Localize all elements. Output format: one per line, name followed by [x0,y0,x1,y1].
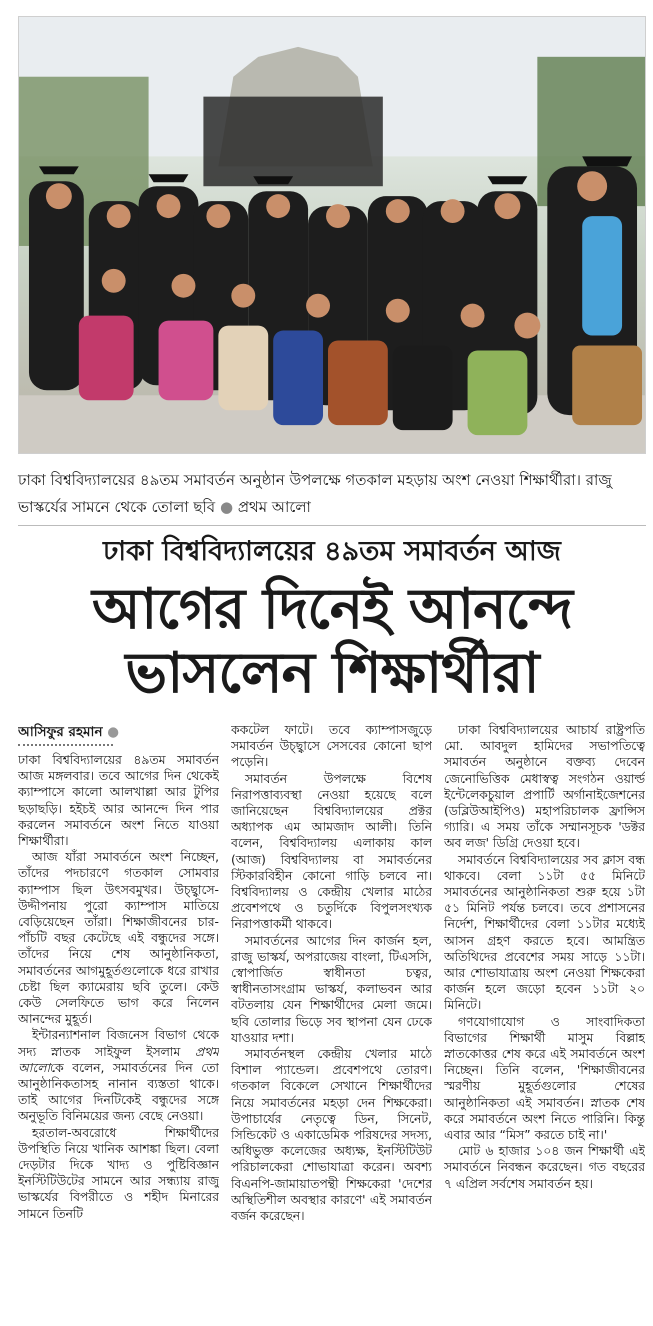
paragraph [18,1027,219,1124]
paragraph: হরতাল-অবরোধে শিক্ষার্থীদের উপস্থিতি নিয়ে খানিক আশঙ্কা ছিল। বেলা দেড়টার দিকে খাদ্য ও পুষ্টিবিজ্ঞান ইনস্টিটিউটের সামনে আর সন্ধ্যায় রাজু ভাস্কর্যের বিপরীতে ও শহীদ মিনারের সামনে তিনটি [18,1125,219,1221]
photo-caption [18,467,646,521]
caption-credit: প্রথম আলো [237,498,311,516]
paragraph: সমাবর্তনে বিশ্ববিদ্যালয়ের সব ক্লাস বন্ধ থাকবে। বেলা ১১টা ৫৫ মিনিটে সমাবর্তনের আনুষ্ঠানিকতা শুরু হয়ে ১টা ৫১ মিনিট পর্যন্ত চলবে। তবে প্রশাসনের নির্দেশ, শিক্ষার্থীদের বেলা ১১টার মধ্যেই আসন গ্রহণ করতে হবে। আমন্ত্রিত অতিথিদের প্রবেশের সময় সাড়ে ১১টা। আর শোভাযাত্রায় অংশ নেওয়া শিক্ষকেরা কার্জন হলে জড়ো হবেন ১১টা ২০ মিনিটে। [444,852,645,1013]
bullet-icon: ● [219,498,238,516]
column-3 [444,722,645,1322]
column-2 [231,722,432,1322]
caption-text: ঢাকা বিশ্ববিদ্যালয়ের ৪৯তম সমাবর্তন অনুষ্ঠান উপলক্ষে গতকাল মহড়ায় অংশ নেওয়া শিক্ষার্থীরা। রাজু ভাস্কর্যের সামনে থেকে তোলা ছবি [18,471,612,516]
paragraph: ঢাকা বিশ্ববিদ্যালয়ের আচার্য রাষ্ট্রপতি মো. আবদুল হামিদের সভাপতিত্বে সমাবর্তন অনুষ্ঠানে বক্তব্য দেবেন জেনোভিত্তিক মেধাস্বত্ব সংগঠন ওয়ার্ল্ড ইন্টেলেকচুয়াল প্রপার্টি অর্গানাইজেশনের (ডব্লিউআইপিও) মহাপরিচালক ফ্রান্সিস গ্যারি। এ সময় তাঁকে সম্মানসূচক 'ডক্টর অব লজ' ডিগ্রি দেওয়া হবে। [444,723,645,851]
paragraph: সমাবর্তনস্থল কেন্দ্রীয় খেলার মাঠে বিশাল প্যান্ডেল। প্রবেশপথে তোরণ। গতকাল বিকেলে সেখানে শিক্ষার্থীদের নিয়ে সমাবর্তনের মহড়া দেন শিক্ষকেরা। উপাচার্যের নেতৃত্বে ডিন, সিনেট, সিন্ডিকেট ও একাডেমিক পরিষদের সদস্য, অধিভুক্ত কলেজের অধ্যক্ষ, ইনস্টিটিউট পরিচালকেরা শোভাযাত্রা করেন। অবশ্য বিএনপি-জামায়াতপন্থী শিক্ষকেরা 'দেশের অস্থিতিশীল অবস্থার কারণে' এই সমাবর্তন বর্জন করেছেন। [231,1047,432,1224]
graduates-photo [18,16,646,454]
paragraph: ককটেল ফাটে। তবে ক্যাম্পাসজুড়ে সমাবর্তন উচ্ছ্বাসে সেসবের কোনো ছাপ পড়েনি। [231,723,432,770]
divider [18,525,646,526]
column-1 [18,722,219,1322]
article-body [18,722,646,1322]
newspaper-name: প্রথম আলো [18,1044,219,1075]
kicker-headline: ঢাকা বিশ্ববিদ্যালয়ের ৪৯তম সমাবর্তন আজ [103,536,561,567]
author-name: আসিফুর রহমান [18,724,103,740]
paragraph: গণযোগাযোগ ও সাংবাদিকতা বিভাগের শিক্ষার্থী মাসুম বিল্লাহ স্নাতকোত্তর শেষ করে এই সমাবর্তনে অংশ নিচ্ছেন। তিনি বলেন, 'শিক্ষাজীবনের স্মরণীয় মুহূর্তগুলোর শেষের আনুষ্ঠানিকতা এই সমাবর্তন। স্নাতক শেষ করে সমাবর্তনে অংশ নিতে পারিনি। কিন্তু এবার আর “মিস” করতে চাই না।' [444,1014,645,1143]
paragraph: সমাবর্তনের আগের দিন কার্জন হল, রাজু ভাস্কর্য, অপরাজেয় বাংলা, টিএসসি, স্বোপার্জিত স্বাধীনতা চত্বর, স্বাধীনতাসংগ্রাম ভাস্কর্য, কলাভবন আর বটতলায় যেন শিক্ষার্থীদের মেলা জমে। ছবি তোলার ভিড়ে সব স্থাপনা যেন ঢেকে যাওয়ার দশা। [231,933,432,1045]
headline-line-2: ভাসলেন শিক্ষার্থীরা [125,641,539,706]
main-headline [18,578,646,706]
paragraph: আজ যাঁরা সমাবর্তনে অংশ নিচ্ছেন, তাঁদের পদচারণে গতকাল সোমবার ক্যাম্পাস ছিল উৎসবমুখর। উচ্ছ্বাসে-উদ্দীপনায় পুরো ক্যাম্পাস মাতিয়ে বেড়িয়েছেন তাঁরা। শিক্ষাজীবনের চার-পাঁচটি বছর কেটেছে এই বন্ধুদের সঙ্গে। তাঁদের নিয়ে শেষ আনুষ্ঠানিকতা, সমাবর্তনের আগমুহূর্তগুলোকে ধরে রাখার চেষ্টা ছিল ক্যামেরায় ছবি তুলে। কেউ কেউ সেলফিতে ভাগ করে নিলেন আনন্দের মুহূর্ত। [18,850,219,1027]
paragraph: মোট ৬ হাজার ১০৪ জন শিক্ষার্থী এই সমাবর্তনে নিবন্ধন করেছেন। গত বছরের ৭ এপ্রিল সর্বশেষ সমাবর্তন হয়। [444,1144,645,1191]
text-run: ইন্টারন্যাশনাল বিজনেস বিভাগ থেকে সদ্য স্নাতক সাইফুল ইসলাম [18,1028,219,1059]
graduates-photo-icon [19,17,645,453]
byline [18,722,219,742]
headline-line-1: আগের দিনেই আনন্দে [92,577,572,642]
paragraph: সমাবর্তন উপলক্ষে বিশেষ নিরাপত্তাব্যবস্থা নেওয়া হয়েছে বলে জানিয়েছেন বিশ্ববিদ্যালয়ের প্রক্টর অধ্যাপক এম আমজাদ আলী। তিনি বলেন, বিশ্ববিদ্যালয় এলাকায় কাল (আজ) বিশ্ববিদ্যালয় বা সমাবর্তনের স্টিকারবিহীন কোনো গাড়ি চলবে না। বিশ্ববিদ্যালয় ও কেন্দ্রীয় খেলার মাঠের প্রবেশপথে ও চতুর্দিকে বিপুলসংখ্যক নিরাপত্তাকর্মী থাকবে। [231,771,432,932]
bullet-icon: ● [107,724,119,740]
text-run: কে বলেন, সমাবর্তনের দিন তো আনুষ্ঠানিকতাসহ নানান ব্যস্ততা থাকে। তাই আগের দিনটিকেই বন্ধুদের সঙ্গে অনুভূতি বিনিময়ের জন্য বেছে নেওয়া। [18,1060,219,1124]
byline-divider [18,744,113,746]
paragraph: ঢাকা বিশ্ববিদ্যালয়ের ৪৯তম সমাবর্তন আজ মঙ্গলবার। তবে আগের দিন থেকেই ক্যাম্পাসে কালো আলখাল্লা আর টুপির ছড়াছড়ি। হইচই আর আনন্দে দিন পার করলেন সমাবর্তনে অংশ নিতে যাওয়া শিক্ষার্থীরা। [18,753,219,849]
